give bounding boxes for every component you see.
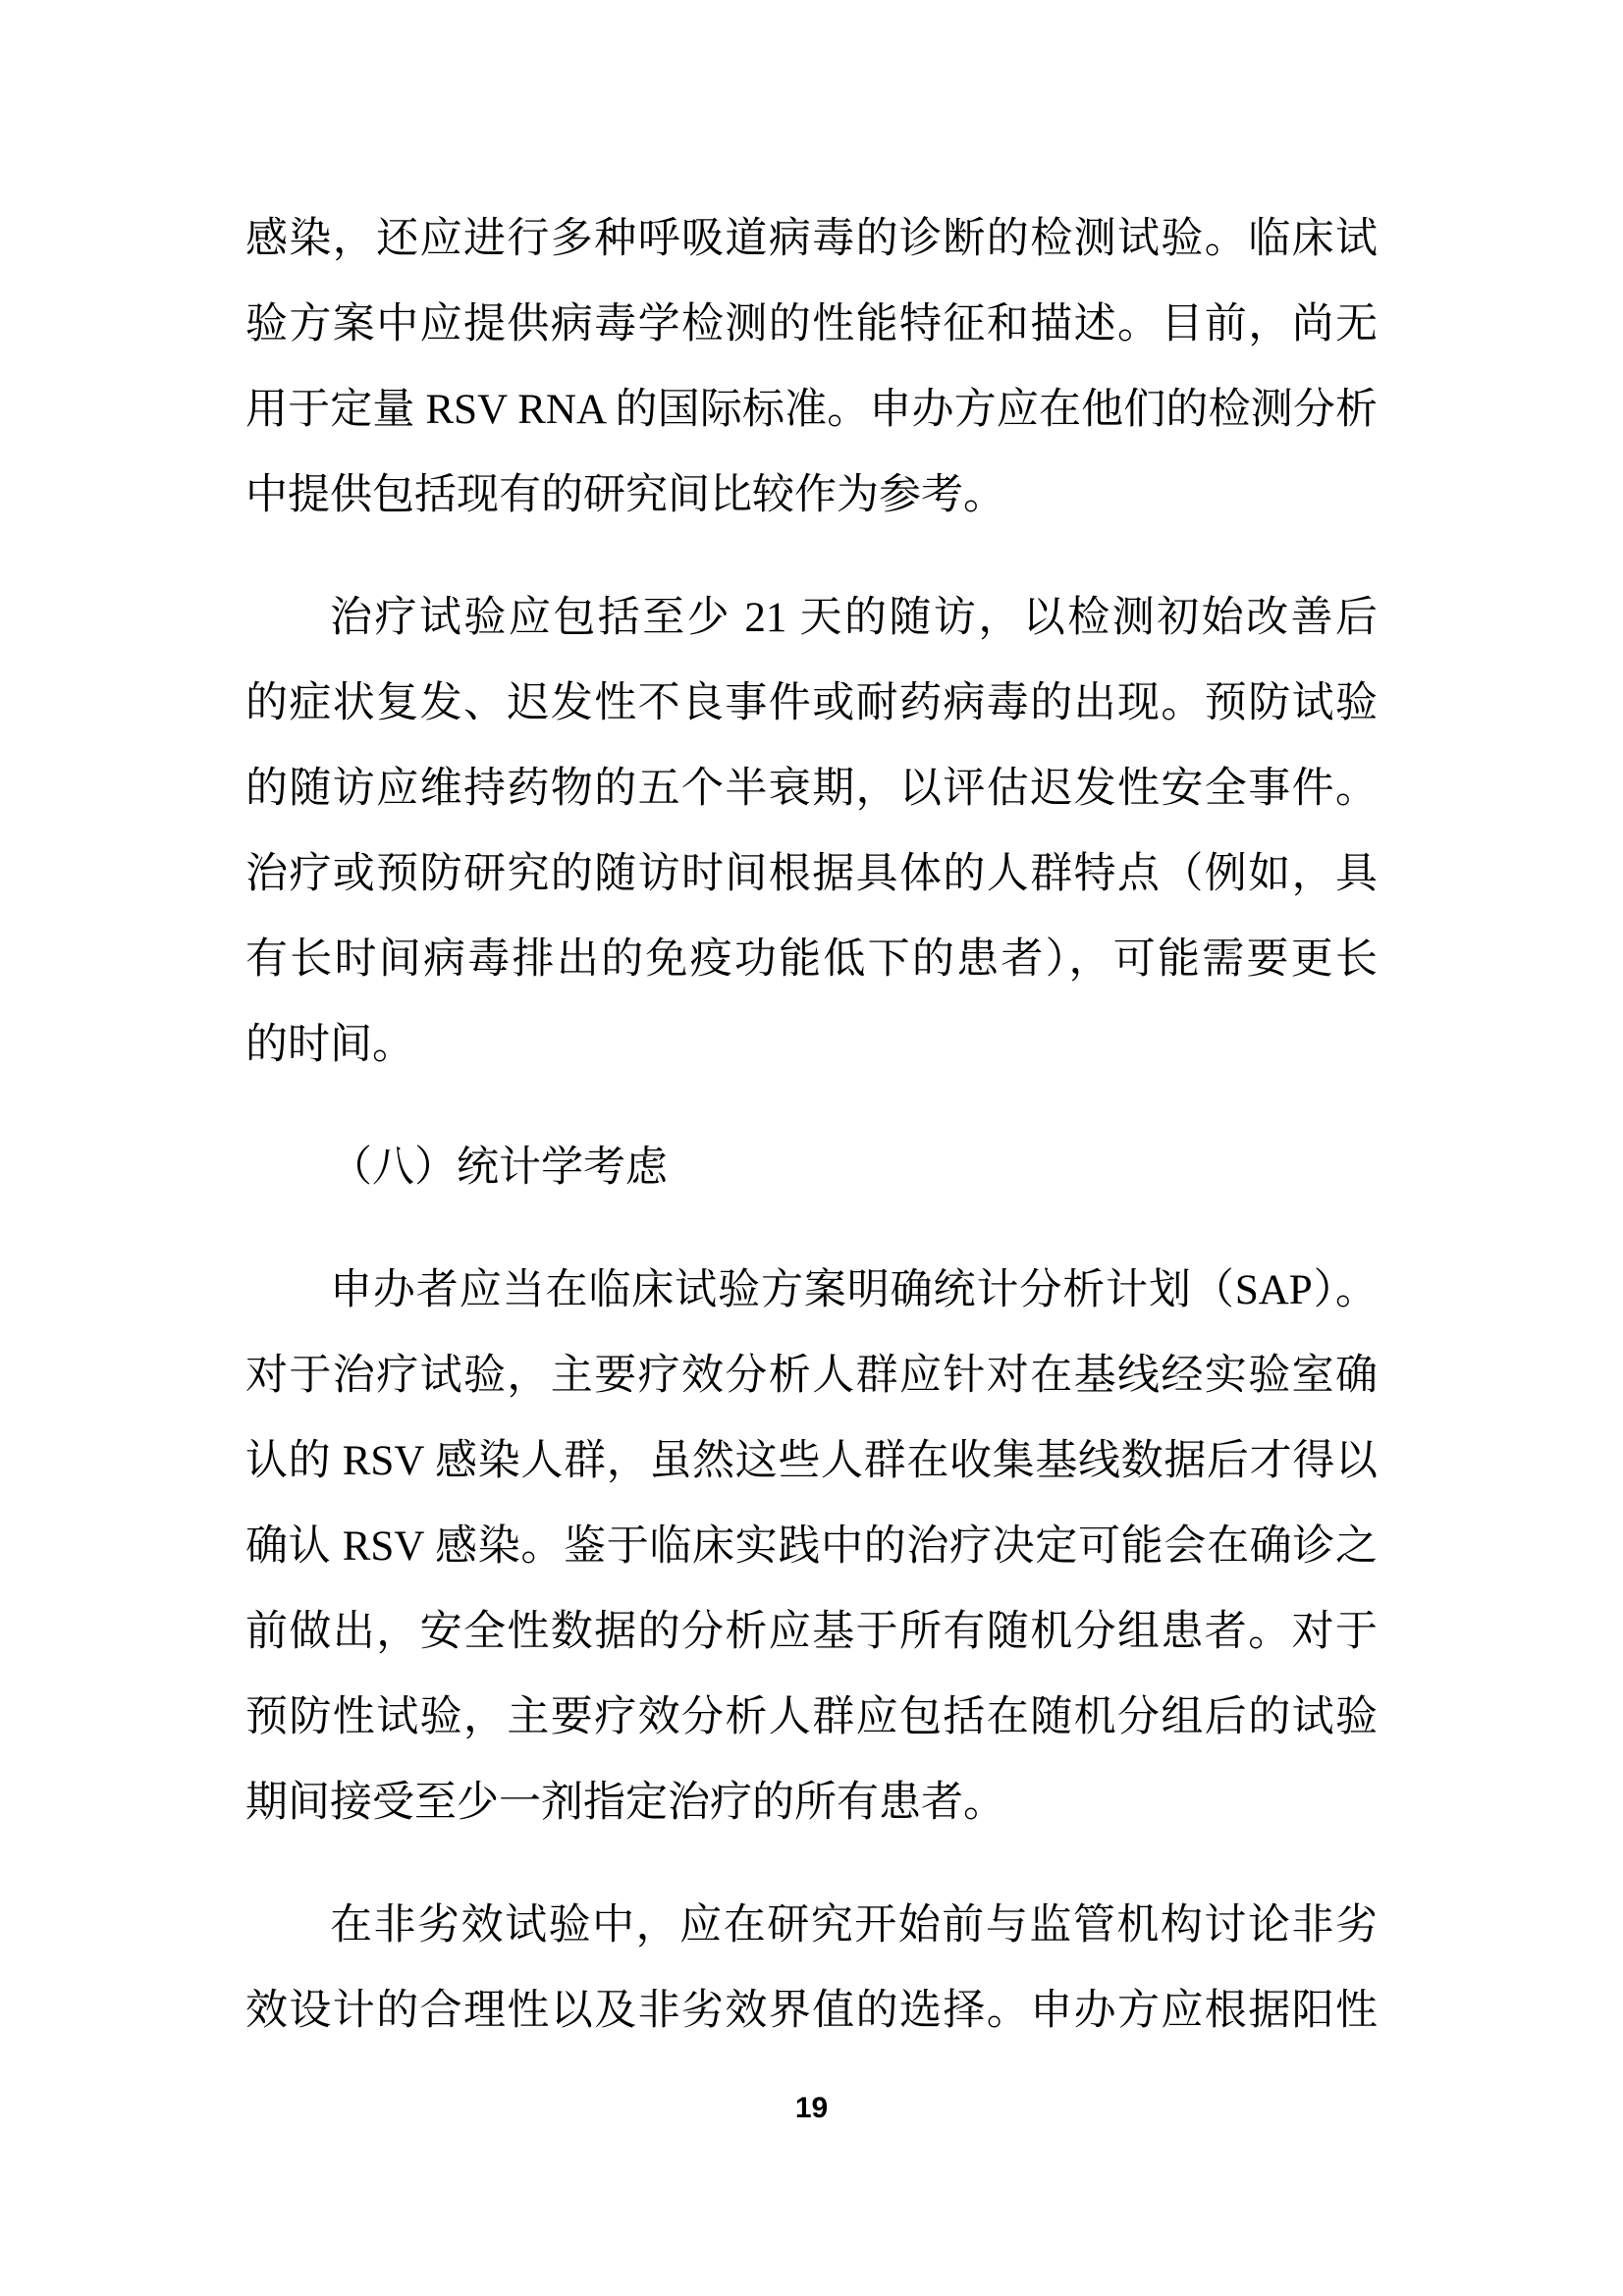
text-line: 期间接受至少一剂指定治疗的所有患者。 [245,1780,1005,1826]
text-line: 中提供包括现有的研究间比较作为参考。 [245,472,1005,518]
text-line: 确认 RSV 感染。鉴于临床实践中的治疗决定可能会在确诊之 [245,1523,1378,1570]
text-line: 在非劣效试验中，应在研究开始前与监管机构讨论非劣 [330,1902,1378,1949]
paragraph [245,575,1378,1088]
text-line: 预防性试验，主要疗效分析人群应包括在随机分组后的试验 [245,1694,1378,1740]
text-line: 治疗或预防研究的随访时间根据具体的人群特点（例如，具 [245,851,1378,897]
text-line: 对于治疗试验，主要疗效分析人群应针对在基线经实验室确 [245,1353,1378,1399]
section-heading [245,1125,1378,1210]
section-heading-text: （八）统计学考虑 [330,1145,668,1191]
text-line: 的症状复发、迟发性不良事件或耐药病毒的出现。预防试验 [245,680,1378,726]
paragraph [245,1883,1378,2054]
text-line: 效设计的合理性以及非劣效界值的选择。申办方应根据阳性 [245,1988,1378,2034]
text-line: 感染，还应进行多种呼吸道病毒的诊断的检测试验。临床试 [245,216,1378,262]
page-number: 19 [794,2092,829,2124]
text-line: 验方案中应提供病毒学检测的性能特征和描述。目前，尚无 [245,301,1378,347]
text-line: 的随访应维持药物的五个半衰期，以评估迟发性安全事件。 [245,766,1378,812]
text-line: 的时间。 [245,1022,414,1068]
paragraph [245,1248,1378,1845]
text-line: 认的 RSV 感染人群，虽然这些人群在收集基线数据后才得以 [245,1438,1378,1484]
text-line: 有长时间病毒排出的免疫功能低下的患者），可能需要更长 [245,936,1378,983]
text-line: 治疗试验应包括至少 21 天的随访，以检测初始改善后 [330,595,1378,641]
text-line: 申办者应当在临床试验方案明确统计分析计划（SAP）。 [330,1267,1378,1313]
paragraph [245,196,1378,538]
text-line: 用于定量 RSV RNA 的国际标准。申办方应在他们的检测分析 [245,387,1378,433]
text-line: 前做出，安全性数据的分析应基于所有随机分组患者。对于 [245,1609,1378,1655]
